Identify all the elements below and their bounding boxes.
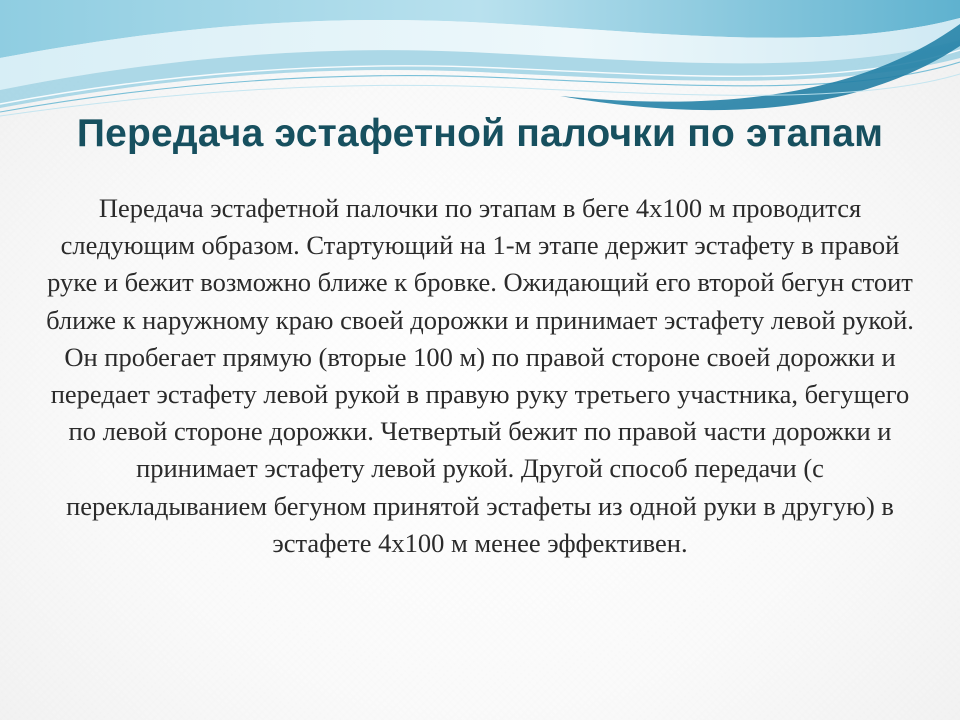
slide-title: Передача эстафетной палочки по этапам (76, 112, 884, 155)
slide-body-text: Передача эстафетной палочки по этапам в беге 4х100 м проводится следующим образом. Стартующий на 1-м этапе держит эстафету в правой руке и бежит возможно ближе к бровке. Ожидающий его второй бегун стоит ближе к наружному краю своей дорожки и принимает эстафету левой рукой. Он пробегает прямую (вторые 100 м) по правой стороне своей дорожки и передает эстафету левой рукой в правую руку третьего участника, бегущего по левой стороне дорожки. Четвертый бежит по правой части дорожки и принимает эстафету левой рукой. Другой способ передачи (с перекладыванием бегуном принятой эстафеты из одной руки в другую) в эстафете 4х100 м менее эффективен. (46, 193, 914, 558)
